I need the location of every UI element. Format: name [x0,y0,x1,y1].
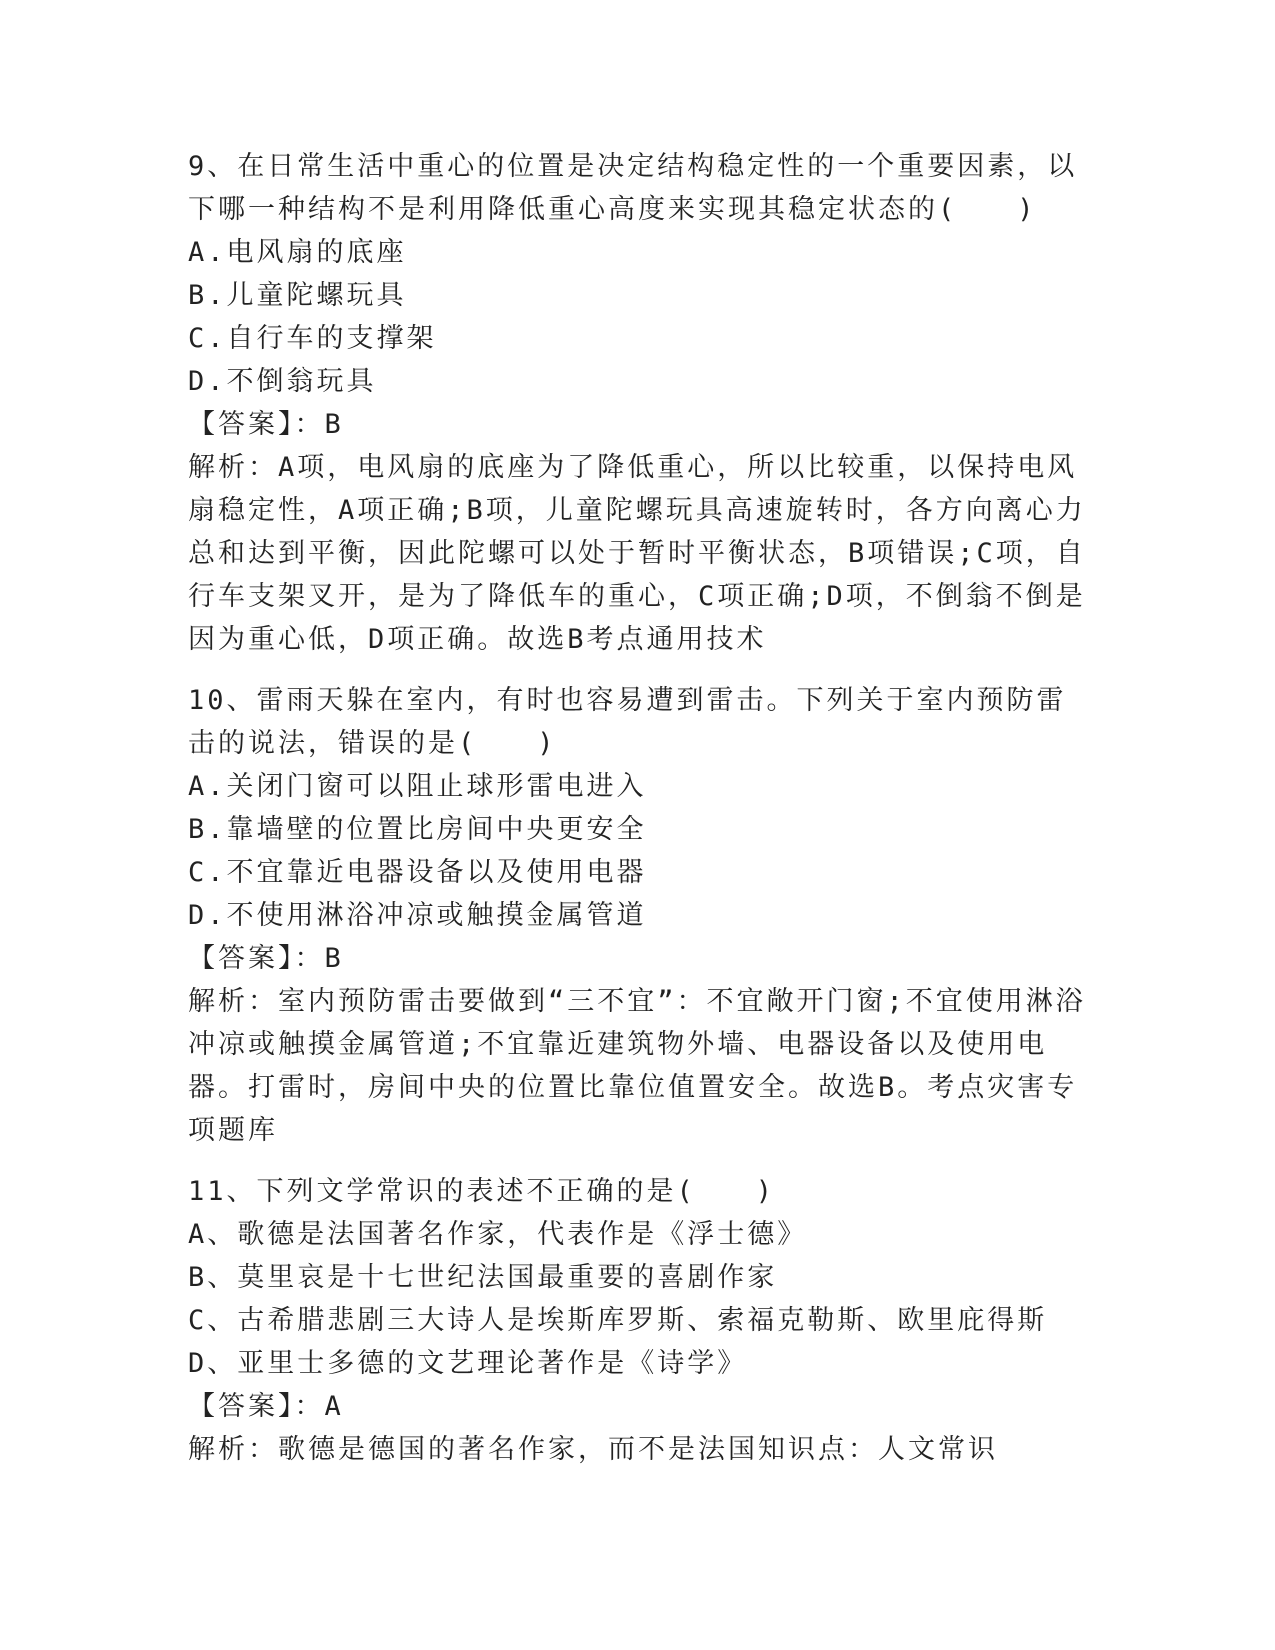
option-b: B.靠墙壁的位置比房间中央更安全 [188,814,647,845]
option-a: A、歌德是法国著名作家，代表作是《浮士德》 [188,1219,808,1250]
option-a: A.电风扇的底座 [188,237,407,268]
answer-line: 【答案】：A [188,1391,344,1422]
answer-line: 【答案】：B [188,409,344,440]
option-a: A.关闭门窗可以阻止球形雷电进入 [188,771,647,802]
option-c: C.不宜靠近电器设备以及使用电器 [188,857,647,888]
question-stem: 10、雷雨天躲在室内，有时也容易遭到雷击。下列关于室内预防雷击的说法，错误的是( ) [188,685,1067,759]
explanation-text: 解析：室内预防雷击要做到“三不宜”：不宜敞开门窗;不宜使用淋浴冲凉或触摸金属管道;不宜靠近建筑物外墙、电器设备以及使用电器。打雷时，房间中央的位置比靠位值置安全。故选B。考点灾害专项题库 [188,986,1086,1146]
question-stem: 11、下列文学常识的表述不正确的是( ) [188,1176,776,1207]
option-c: C.自行车的支撑架 [188,323,437,354]
option-c: C、古希腊悲剧三大诗人是埃斯库罗斯、索福克勒斯、欧里庇得斯 [188,1305,1048,1336]
question-stem: 9、在日常生活中重心的位置是决定结构稳定性的一个重要因素，以下哪一种结构不是利用降低重心高度来实现其稳定状态的( ) [188,151,1078,225]
option-b: B、莫里哀是十七世纪法国最重要的喜剧作家 [188,1262,778,1293]
option-d: D.不倒翁玩具 [188,366,377,397]
question-9 [188,145,1088,661]
explanation-text: 解析：歌德是德国的著名作家，而不是法国知识点：人文常识 [188,1434,998,1465]
question-11 [188,1170,1088,1471]
question-10 [188,679,1088,1152]
document-content [188,145,1088,1489]
answer-line: 【答案】：B [188,943,344,974]
option-d: D.不使用淋浴冲凉或触摸金属管道 [188,900,647,931]
option-b: B.儿童陀螺玩具 [188,280,407,311]
option-d: D、亚里士多德的文艺理论著作是《诗学》 [188,1348,748,1379]
explanation-text: 解析：A项，电风扇的底座为了降低重心，所以比较重，以保持电风扇稳定性，A项正确;B项，儿童陀螺玩具高速旋转时，各方向离心力总和达到平衡，因此陀螺可以处于暂时平衡状态，B项错误;C项，自行车支架叉开，是为了降低车的重心，C项正确;D项，不倒翁不倒是因为重心低，D项正确。故选B考点通用技术 [188,452,1086,655]
